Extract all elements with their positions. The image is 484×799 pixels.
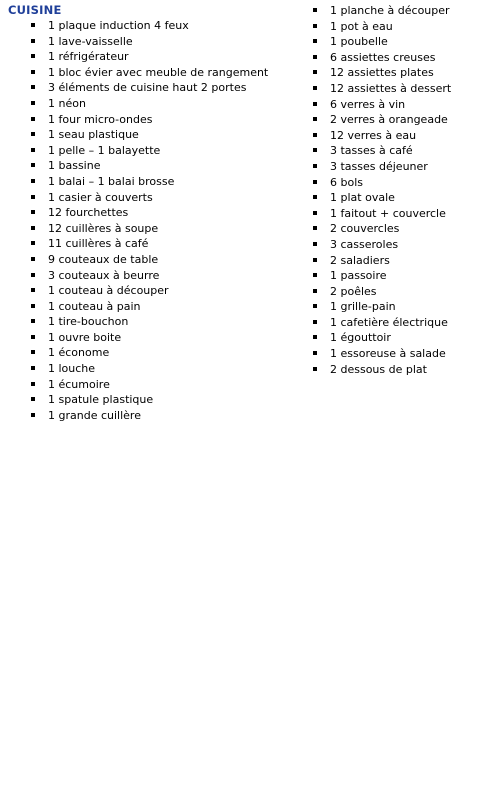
bullet-icon <box>313 102 317 106</box>
list-item-text: 1 écumoire <box>48 377 110 391</box>
bullet-icon <box>313 39 317 43</box>
bullet-icon <box>313 289 317 293</box>
list-item-text: 1 ouvre boite <box>48 330 122 344</box>
list-item-text: 1 four micro-ondes <box>48 112 153 126</box>
bullet-icon <box>313 211 317 215</box>
bullet-icon <box>31 117 35 121</box>
bullet-icon <box>313 117 317 121</box>
bullet-icon <box>313 367 317 371</box>
list-item-text: 1 grille-pain <box>330 300 396 314</box>
list-item-text: 12 assiettes à dessert <box>330 81 452 95</box>
bullet-icon <box>313 304 317 308</box>
list-item-text: 1 balai – 1 balai brosse <box>48 174 175 188</box>
bullet-icon <box>31 132 35 136</box>
list-item-text: 1 bloc évier avec meuble de rangement <box>48 65 269 79</box>
list-item-text: 1 spatule plastique <box>48 393 154 407</box>
list-item-text: 6 assiettes creuses <box>330 50 436 64</box>
bullet-icon <box>31 288 35 292</box>
bullet-icon <box>313 242 317 246</box>
bullet-icon <box>31 226 35 230</box>
bullet-icon <box>31 210 35 214</box>
bullet-icon <box>31 163 35 167</box>
list-item-text: 1 néon <box>48 96 86 110</box>
list-item-text: 1 lave-vaisselle <box>48 34 133 48</box>
list-item-text: 1 plat ovale <box>330 191 395 205</box>
bullet-icon <box>31 54 35 58</box>
list-item-text: 1 bassine <box>48 159 101 173</box>
list-item-text: 1 tire-bouchon <box>48 315 129 329</box>
bullet-icon <box>31 413 35 417</box>
bullet-icon <box>31 304 35 308</box>
bullet-icon <box>313 180 317 184</box>
list-item-text: 1 essoreuse à salade <box>330 347 446 361</box>
bullet-icon <box>31 179 35 183</box>
list-item-text: 1 planche à découper <box>330 4 450 17</box>
list-item-text: 1 pelle – 1 balayette <box>48 143 161 157</box>
list-item-text: 2 dessous de plat <box>330 362 427 376</box>
list-item-text: 1 passoire <box>330 269 387 283</box>
bullet-icon <box>31 101 35 105</box>
list-item-text: 3 tasses à café <box>330 144 413 158</box>
bullet-icon <box>31 366 35 370</box>
bullet-icon <box>313 148 317 152</box>
list-item-text: 3 éléments de cuisine haut 2 portes <box>48 81 247 95</box>
list-item-text: 2 verres à orangeade <box>330 113 448 127</box>
bullet-icon <box>31 273 35 277</box>
list-item-text: 2 couvercles <box>330 222 400 236</box>
list-item-text: 1 couteau à découper <box>48 284 169 298</box>
list-item-text: 1 casier à couverts <box>48 190 153 204</box>
list-item-text: 1 pot à eau <box>330 19 393 33</box>
bullet-icon <box>313 335 317 339</box>
bullet-icon <box>313 8 317 12</box>
bullet-icon <box>313 258 317 262</box>
bullet-icon <box>31 23 35 27</box>
bullet-icon <box>313 164 317 168</box>
list-item-text: 12 cuillères à soupe <box>48 221 159 235</box>
list-item-text: 3 casseroles <box>330 237 399 251</box>
list-item-text: 1 économe <box>48 346 110 360</box>
bullet-icon <box>31 350 35 354</box>
bullet-icon <box>31 335 35 339</box>
list-item-text: 1 poubelle <box>330 35 388 49</box>
list-item-text: 1 louche <box>48 362 96 376</box>
list-item-text: 1 plaque induction 4 feux <box>48 19 189 32</box>
bullet-icon <box>313 320 317 324</box>
bullet-icon <box>313 273 317 277</box>
bullet-icon <box>31 397 35 401</box>
list-item-text: 12 fourchettes <box>48 206 129 220</box>
bullet-icon <box>313 55 317 59</box>
list-item-text: 1 faitout + couvercle <box>330 206 446 220</box>
list-item-text: 1 cafetière électrique <box>330 315 448 329</box>
bullet-icon <box>313 351 317 355</box>
list-item-text: 6 verres à vin <box>330 97 406 111</box>
bullet-icon <box>313 70 317 74</box>
list-item-text: 1 seau plastique <box>48 128 139 142</box>
bullet-icon <box>31 241 35 245</box>
bullet-icon <box>31 257 35 261</box>
list-item-text: 2 poêles <box>330 284 377 298</box>
list-item-text: 12 assiettes plates <box>330 66 434 80</box>
list-item-text: 1 réfrigérateur <box>48 50 129 64</box>
list-item-text: 9 couteaux de table <box>48 252 159 266</box>
bullet-icon <box>313 24 317 28</box>
list-item-text: 1 égouttoir <box>330 331 391 345</box>
list-item-text: 11 cuillères à café <box>48 237 149 251</box>
list-item-text: 3 tasses déjeuner <box>330 159 428 173</box>
bullet-icon <box>31 85 35 89</box>
list-item-text: 6 bols <box>330 175 363 189</box>
bullet-icon <box>313 195 317 199</box>
bullet-icon <box>31 148 35 152</box>
list-item-text: 1 couteau à pain <box>48 299 141 313</box>
list-item-text: 3 couteaux à beurre <box>48 268 160 282</box>
bullet-icon <box>31 319 35 323</box>
bullet-icon <box>313 133 317 137</box>
section-title: CUISINE <box>8 3 62 17</box>
bullet-icon <box>31 39 35 43</box>
bullet-icon <box>313 86 317 90</box>
bullet-icon <box>313 226 317 230</box>
list-item-text: 2 saladiers <box>330 253 390 267</box>
list-item-text: 1 grande cuillère <box>48 408 141 422</box>
bullet-icon <box>31 195 35 199</box>
bullet-icon <box>31 70 35 74</box>
bullet-icon <box>31 382 35 386</box>
list-item-text: 12 verres à eau <box>330 128 417 142</box>
